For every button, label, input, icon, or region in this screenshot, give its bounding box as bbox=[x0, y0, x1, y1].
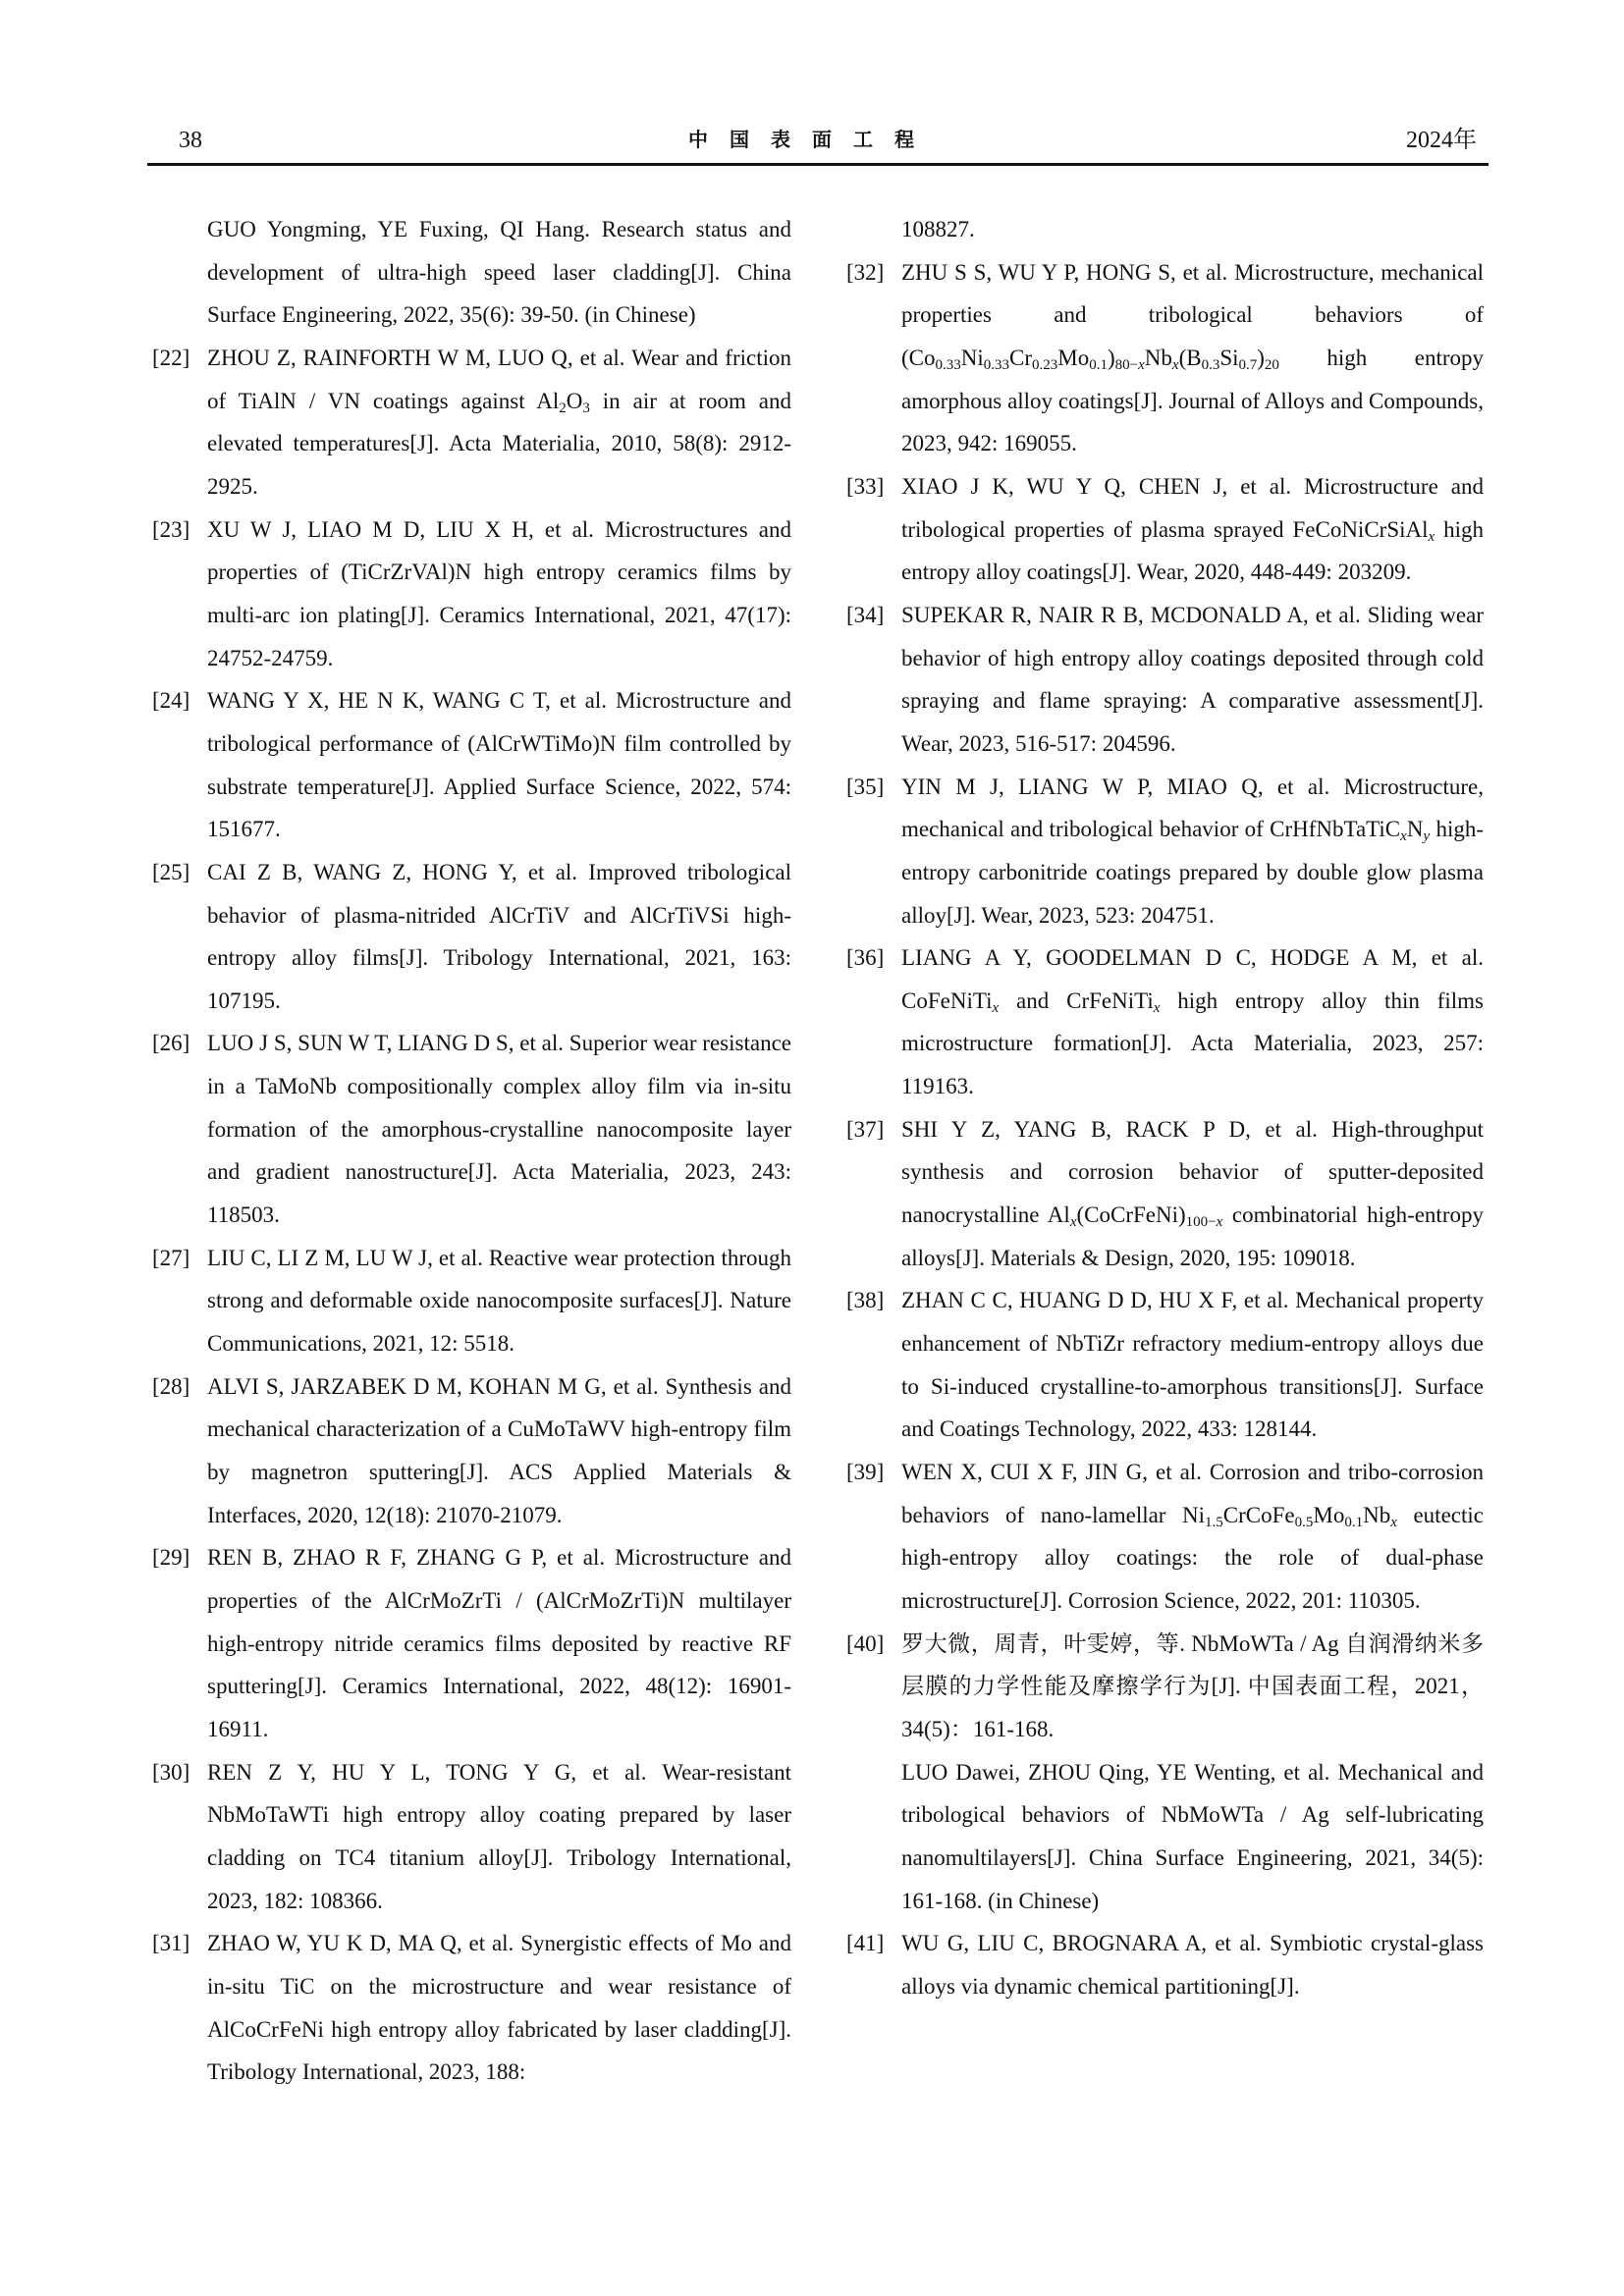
reference-number: [25] bbox=[152, 859, 190, 884]
reference-item bbox=[152, 508, 791, 680]
reference-text: (CoCrFeNi) bbox=[1076, 1202, 1186, 1228]
reference-text: LIANG A Y, GOODELMAN D C, HODGE A M, et al. CoFeNiTi bbox=[901, 945, 1484, 1013]
reference-item bbox=[152, 1022, 791, 1236]
reference-text: Cr bbox=[1009, 345, 1032, 370]
subscript: 0.3 bbox=[1201, 356, 1220, 373]
reference-number: [24] bbox=[152, 688, 190, 714]
reference-text: ZHAO W, YU K D, MA Q, et al. Synergistic effects of Mo and in-situ TiC on the microstructure and wear resistance of AlCoCrFeNi high entropy alloy fabricated by laser cladding[J]. Tribology International, 2023, 188: bbox=[207, 1931, 791, 2085]
reference-item bbox=[152, 851, 791, 1023]
subscript: 20 bbox=[1264, 356, 1279, 373]
reference-number: [33] bbox=[846, 473, 885, 499]
reference-continuation bbox=[152, 208, 791, 337]
reference-number: [23] bbox=[152, 516, 190, 542]
journal-title: 中国表面工程 bbox=[688, 130, 936, 151]
reference-number: [40] bbox=[846, 1630, 885, 1656]
left-column bbox=[152, 208, 791, 2094]
reference-number: [31] bbox=[152, 1931, 190, 1956]
subscript-italic: x bbox=[1390, 1514, 1397, 1530]
reference-text: ) bbox=[1107, 345, 1115, 370]
reference-number: [32] bbox=[846, 259, 885, 285]
reference-text: combinatorial high-entropy alloys[J]. Materials & Design, 2020, 195: 109018. bbox=[901, 1202, 1484, 1270]
subscript: 0.1 bbox=[1344, 1514, 1364, 1530]
reference-item bbox=[152, 337, 791, 508]
reference-number: [22] bbox=[152, 345, 190, 370]
subscript: 2 bbox=[559, 400, 567, 416]
subscript-italic: x bbox=[1428, 528, 1435, 545]
header-rule bbox=[147, 163, 1489, 166]
reference-item bbox=[846, 1451, 1484, 1623]
reference-text: Ni bbox=[960, 345, 984, 370]
reference-text: XIAO J K, WU Y Q, CHEN J, et al. Microstructure and tribological properties of plasma sprayed FeCoNiCrSiAl bbox=[901, 473, 1484, 542]
reference-text: CrCoFe bbox=[1222, 1502, 1295, 1527]
subscript: 0.33 bbox=[983, 356, 1009, 373]
reference-text: high entropy amorphous alloy coatings[J]. Journal of Alloys and Compounds, 2023, 942: 169055. bbox=[901, 345, 1484, 456]
reference-text: LIU C, LI Z M, LU W J, et al. Reactive wear protection through strong and deformable oxide nanocomposite surfaces[J]. Nature Communications, 2021, 12: 5518. bbox=[207, 1245, 791, 1357]
reference-text: ZHAN C C, HUANG D D, HU X F, et al. Mechanical property enhancement of NbTiZr refractory medium-entropy alloys due to Si-induced crystalline-to-amorphous transitions[J]. Surface and Coatings Technology, 2022, 433: 128144. bbox=[901, 1288, 1484, 1442]
reference-text: LUO J S, SUN W T, LIANG D S, et al. Superior wear resistance in a TaMoNb compositionally complex alloy film via in-situ formation of the amorphous-crystalline nanocomposite layer and gradient nanostructure[J]. Acta Materialia, 2023, 243: 118503. bbox=[207, 1031, 791, 1228]
reference-text: Mo bbox=[1313, 1502, 1345, 1527]
reference-number: [37] bbox=[846, 1116, 885, 1142]
reference-continuation bbox=[846, 1751, 1484, 1923]
subscript: 100− bbox=[1185, 1214, 1217, 1231]
reference-number: [29] bbox=[152, 1545, 190, 1571]
subscript-italic: x bbox=[992, 999, 1000, 1016]
reference-text: O bbox=[566, 388, 583, 413]
subscript: 0.23 bbox=[1032, 356, 1058, 373]
year: 2024年 bbox=[1406, 128, 1477, 153]
reference-text: SUPEKAR R, NAIR R B, MCDONALD A, et al. Sliding wear behavior of high entropy alloy coatings deposited through cold spraying and flame spraying: A comparative assessment[J]. Wear, 2023, 516-517: 204596. bbox=[901, 602, 1484, 756]
reference-text: and CrFeNiTi bbox=[999, 988, 1154, 1013]
reference-number: [26] bbox=[152, 1031, 190, 1056]
subscript-italic: x bbox=[1138, 356, 1145, 373]
reference-continuation bbox=[846, 208, 1484, 251]
reference-text: WANG Y X, HE N K, WANG C T, et al. Microstructure and tribological performance of (AlCrWTiMo)N film controlled by substrate temperature[J]. Applied Surface Science, 2022, 574: 151677. bbox=[207, 688, 791, 842]
reference-text: CAI Z B, WANG Z, HONG Y, et al. Improved tribological behavior of plasma-nitrided AlCrTiV and AlCrTiVSi high-entropy alloy films[J]. Tribology International, 2021, 163: 107195. bbox=[207, 859, 791, 1013]
reference-number: [27] bbox=[152, 1245, 190, 1270]
reference-text: ZHU S S, WU Y P, HONG S, et al. Microstructure, mechanical properties and tribological behaviors of (Co bbox=[901, 259, 1484, 370]
subscript: 0.7 bbox=[1238, 356, 1258, 373]
subscript-italic: y bbox=[1423, 828, 1431, 845]
reference-text: high-entropy carbonitride coatings prepared by double glow plasma alloy[J]. Wear, 2023, 523: 204751. bbox=[901, 817, 1484, 928]
reference-text: WU G, LIU C, BROGNARA A, et al. Symbiotic crystal-glass alloys via dynamic chemical partitioning[J]. bbox=[901, 1931, 1484, 1999]
reference-text: high entropy alloy coatings[J]. Wear, 2020, 448-449: 203209. bbox=[901, 516, 1484, 585]
reference-item bbox=[152, 679, 791, 851]
reference-text: high entropy alloy thin films microstructure formation[J]. Acta Materialia, 2023, 257: 119163. bbox=[901, 988, 1484, 1099]
reference-text: 罗大微，周青，叶雯婷，等. NbMoWTa / Ag 自润滑纳米多层膜的力学性能及摩擦学行为[J]. 中国表面工程，2021，34(5)：161-168. bbox=[901, 1630, 1484, 1741]
reference-item bbox=[846, 766, 1484, 937]
reference-text: Si bbox=[1219, 345, 1239, 370]
reference-text: REN Z Y, HU Y L, TONG Y G, et al. Wear-resistant NbMoTaWTi high entropy alloy coating prepared by laser cladding on TC4 titanium alloy[J]. Tribology International, 2023, 182: 108366. bbox=[207, 1759, 791, 1913]
reference-text: N bbox=[1406, 817, 1424, 842]
reference-text: 108827. bbox=[901, 217, 975, 241]
reference-text: XU W J, LIAO M D, LIU X H, et al. Microstructures and properties of (TiCrZrVAl)N high entropy ceramics films by multi-arc ion plating[J]. Ceramics International, 2021, 47(17): 24752-24759. bbox=[207, 516, 791, 670]
subscript: 0.1 bbox=[1089, 356, 1108, 373]
reference-text: in air at room and elevated temperatures[J]. Acta Materialia, 2010, 58(8): 2912-2925. bbox=[207, 388, 791, 499]
subscript-italic: x bbox=[1400, 828, 1407, 845]
subscript: 80− bbox=[1114, 356, 1139, 373]
reference-text: GUO Yongming, YE Fuxing, QI Hang. Research status and development of ultra-high speed laser cladding[J]. China Surface Engineering, 2022, 35(6): 39-50. (in Chinese) bbox=[207, 217, 791, 328]
subscript-italic: x bbox=[1171, 356, 1179, 373]
subscript: 0.33 bbox=[935, 356, 961, 373]
reference-text: WEN X, CUI X F, JIN G, et al. Corrosion and tribo-corrosion behaviors of nano-lamellar Ni bbox=[901, 1460, 1484, 1527]
reference-number: [41] bbox=[846, 1931, 885, 1956]
reference-text: (B bbox=[1178, 345, 1202, 370]
reference-text: YIN M J, LIANG W P, MIAO Q, et al. Microstructure, mechanical and tribological behavior of CrHfNbTaTiC bbox=[901, 774, 1484, 842]
reference-text: Nb bbox=[1144, 345, 1172, 370]
reference-item bbox=[152, 1536, 791, 1750]
subscript-italic: x bbox=[1216, 1214, 1223, 1231]
reference-item bbox=[846, 1623, 1484, 1751]
reference-text: ) bbox=[1257, 345, 1265, 370]
reference-item bbox=[846, 251, 1484, 465]
reference-item bbox=[846, 465, 1484, 594]
subscript-italic: x bbox=[1069, 1214, 1077, 1231]
reference-number: [38] bbox=[846, 1288, 885, 1313]
reference-item bbox=[846, 1922, 1484, 2007]
reference-item bbox=[846, 936, 1484, 1108]
subscript: 3 bbox=[582, 400, 590, 416]
reference-number: [34] bbox=[846, 602, 885, 627]
reference-text: REN B, ZHAO R F, ZHANG G P, et al. Microstructure and properties of the AlCrMoZrTi / (AlCrMoZrTi)N multilayer high-entropy nitride ceramics films deposited by reactive RF sputtering[J]. Ceramics International, 2022, 48(12): 16901-16911. bbox=[207, 1545, 791, 1741]
reference-item bbox=[846, 594, 1484, 766]
right-column bbox=[846, 208, 1484, 2008]
reference-item bbox=[846, 1108, 1484, 1280]
reference-number: [36] bbox=[846, 945, 885, 971]
reference-item bbox=[152, 1751, 791, 1923]
reference-text: Mo bbox=[1057, 345, 1090, 370]
reference-number: [35] bbox=[846, 774, 885, 799]
reference-text: LUO Dawei, ZHOU Qing, YE Wenting, et al. Mechanical and tribological behaviors of NbMoWTa / Ag self-lubricating nanomultilayers[J]. China Surface Engineering, 2021, 34(5): 161-168. (in Chinese) bbox=[901, 1759, 1484, 1913]
reference-text: Nb bbox=[1363, 1502, 1391, 1527]
subscript: 0.5 bbox=[1294, 1514, 1314, 1530]
reference-number: [30] bbox=[152, 1759, 190, 1785]
reference-item bbox=[846, 1279, 1484, 1451]
reference-number: [28] bbox=[152, 1373, 190, 1399]
reference-item bbox=[152, 1365, 791, 1537]
reference-text: ALVI S, JARZABEK D M, KOHAN M G, et al. Synthesis and mechanical characterization of a CuMoTaWV high-entropy film by magnetron sputtering[J]. ACS Applied Materials & Interfaces, 2020, 12(18): 21070-21079. bbox=[207, 1373, 791, 1527]
reference-text: eutectic high-entropy alloy coatings: the role of dual-phase microstructure[J]. Corrosion Science, 2022, 201: 110305. bbox=[901, 1502, 1484, 1613]
page-number: 38 bbox=[179, 128, 202, 153]
subscript: 1.5 bbox=[1205, 1514, 1223, 1530]
reference-number: [39] bbox=[846, 1460, 885, 1485]
reference-item bbox=[152, 1237, 791, 1365]
reference-text: SHI Y Z, YANG B, RACK P D, et al. High-throughput synthesis and corrosion behavior of sputter-deposited nanocrystalline Al bbox=[901, 1116, 1484, 1228]
reference-item bbox=[152, 1922, 791, 2094]
reference-text: ZHOU Z, RAINFORTH W M, LUO Q, et al. Wear and friction of TiAlN / VN coatings against Al bbox=[207, 345, 791, 413]
subscript-italic: x bbox=[1153, 999, 1161, 1016]
